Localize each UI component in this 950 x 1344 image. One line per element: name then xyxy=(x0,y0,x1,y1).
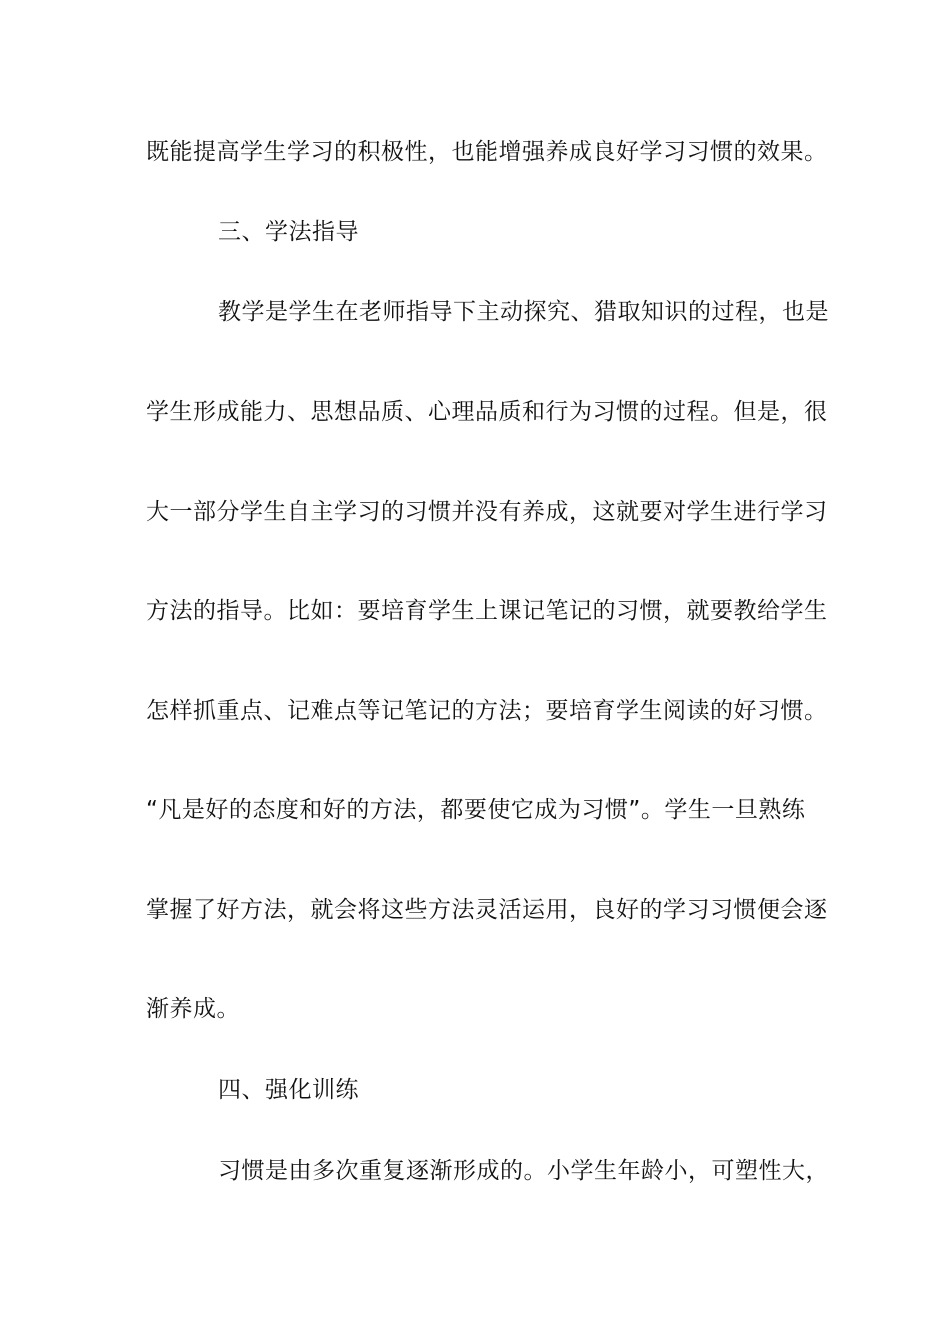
paragraph-line: 掌握了好方法，就会将这些方法灵活运用，良好的学习习惯便会逐 xyxy=(146,897,828,923)
paragraph-line: 方法的指导。比如：要培育学生上课记笔记的习惯，就要教给学生 xyxy=(146,598,828,624)
paragraph-line: 既能提高学生学习的积极性，也能增强养成良好学习习惯的效果。 xyxy=(146,139,828,165)
paragraph-line: 学生形成能力、思想品质、心理品质和行为习惯的过程。但是，很 xyxy=(146,399,828,425)
section-heading: 三、学法指导 xyxy=(218,219,359,245)
paragraph-line: 习惯是由多次重复逐渐形成的。小学生年龄小，可塑性大， xyxy=(218,1158,829,1184)
paragraph-line: 渐养成。 xyxy=(146,996,240,1022)
paragraph-line: 大一部分学生自主学习的习惯并没有养成，这就要对学生进行学习 xyxy=(146,499,828,525)
paragraph-line: “凡是好的态度和好的方法，都要使它成为习惯”。学生一旦熟练 xyxy=(146,797,806,823)
paragraph-line: 怎样抓重点、记难点等记笔记的方法；要培育学生阅读的好习惯。 xyxy=(146,698,828,724)
section-heading: 四、强化训练 xyxy=(218,1077,359,1103)
paragraph-line: 教学是学生在老师指导下主动探究、猎取知识的过程，也是 xyxy=(218,299,829,325)
